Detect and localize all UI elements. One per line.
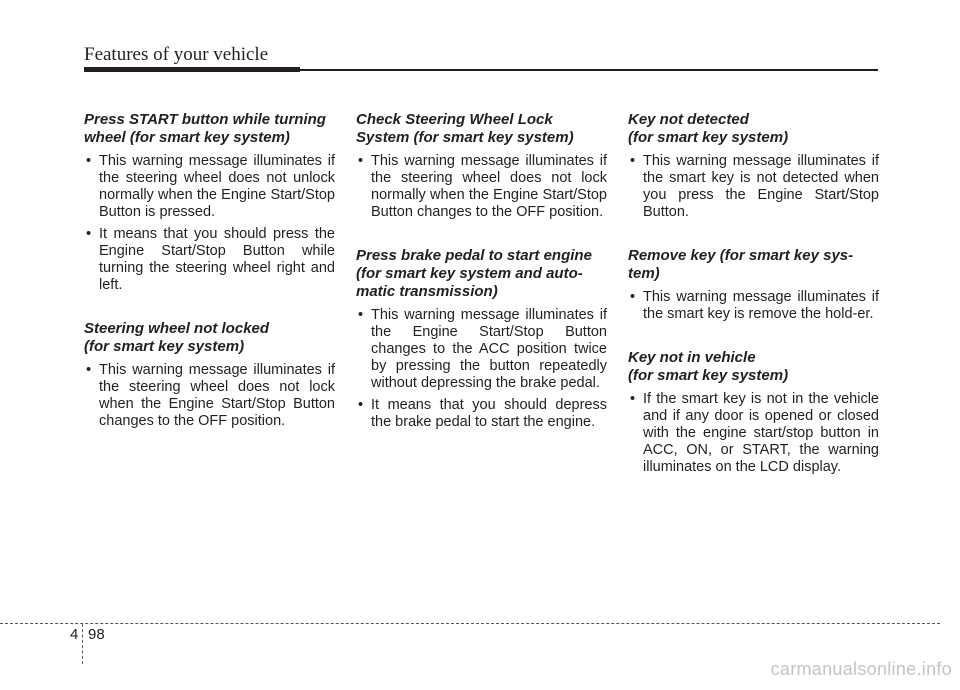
section-heading: Steering wheel not locked (for smart key system): [84, 320, 270, 355]
bullet-text: This warning message illuminates if the steering wheel does not lock normally when the Engine Start/Stop Button changes to the OFF position.: [371, 153, 607, 220]
footer-divider: [82, 624, 83, 664]
header-title: Features of your vehicle: [84, 44, 269, 65]
bullet-icon: •: [86, 362, 92, 378]
chapter-number: 4: [70, 626, 79, 643]
bullet-icon: •: [86, 226, 92, 242]
bullet-list: [356, 153, 607, 221]
bullet-list: [628, 289, 879, 323]
bullet-icon: •: [86, 153, 92, 169]
bullet-item: [84, 226, 335, 294]
bullet-icon: •: [358, 397, 364, 413]
bullet-icon: •: [630, 153, 636, 169]
footer-rule: [0, 623, 940, 624]
section-heading: Key not in vehicle (for smart key system): [628, 349, 789, 384]
bullet-icon: •: [630, 289, 636, 305]
bullet-list: [628, 153, 879, 221]
section-steering-wheel-not-locked: [84, 320, 335, 430]
page-number: 98: [88, 626, 105, 643]
section-press-start-button: [84, 111, 335, 294]
bullet-item: [356, 397, 607, 431]
bullet-item: [628, 289, 879, 323]
bullet-item: [628, 391, 879, 476]
bullet-text: This warning message illuminates if the smart key is remove the hold-er.: [643, 289, 879, 322]
bullet-text: If the smart key is not in the vehicle and if any door is opened or closed with the engine start/stop button in ACC, ON, or START, the warning illuminates on the LCD display.: [643, 391, 879, 475]
bullet-icon: •: [630, 391, 636, 407]
bullet-list: [628, 391, 879, 476]
bullet-icon: •: [358, 153, 364, 169]
section-check-steering-wheel-lock: [356, 111, 607, 221]
content-column-3: [628, 111, 879, 502]
section-key-not-detected: [628, 111, 879, 221]
section-press-brake-pedal: [356, 247, 607, 431]
bullet-item: [84, 153, 335, 221]
watermark-text: carmanualsonline.info: [770, 659, 952, 679]
section-remove-key: [628, 247, 879, 323]
bullet-list: [356, 307, 607, 431]
bullet-icon: •: [358, 307, 364, 323]
bullet-text: This warning message illuminates if the steering wheel does not lock when the Engine Start/Stop Button changes to the OFF position.: [99, 362, 335, 429]
bullet-text: It means that you should depress the brake pedal to start the engine.: [371, 397, 607, 430]
section-heading: Remove key (for smart key sys- tem): [628, 247, 854, 282]
bullet-item: [356, 307, 607, 392]
section-key-not-in-vehicle: [628, 349, 879, 476]
content-column-1: [84, 111, 335, 456]
header-rule-thick: [84, 67, 300, 72]
bullet-text: This warning message illuminates if the Engine Start/Stop Button changes to the ACC position twice by pressing the button repeatedly without depressing the brake pedal.: [371, 307, 607, 391]
section-heading: Check Steering Wheel Lock System (for smart key system): [356, 111, 574, 146]
header-rule-thin: [300, 69, 878, 71]
bullet-item: [356, 153, 607, 221]
section-heading: Press brake pedal to start engine (for smart key system and auto- matic transmission): [356, 247, 592, 300]
bullet-list: [84, 153, 335, 294]
content-column-2: [356, 111, 607, 457]
section-heading: Press START button while turning wheel (for smart key system): [84, 111, 326, 146]
bullet-text: It means that you should press the Engine Start/Stop Button while turning the steering wheel right and left.: [99, 226, 335, 293]
bullet-list: [84, 362, 335, 430]
bullet-text: This warning message illuminates if the steering wheel does not unlock normally when the Engine Start/Stop Button is pressed.: [99, 153, 335, 220]
bullet-item: [628, 153, 879, 221]
bullet-item: [84, 362, 335, 430]
section-heading: Key not detected (for smart key system): [628, 111, 789, 146]
bullet-text: This warning message illuminates if the smart key is not detected when you press the Engine Start/Stop Button.: [643, 153, 879, 220]
